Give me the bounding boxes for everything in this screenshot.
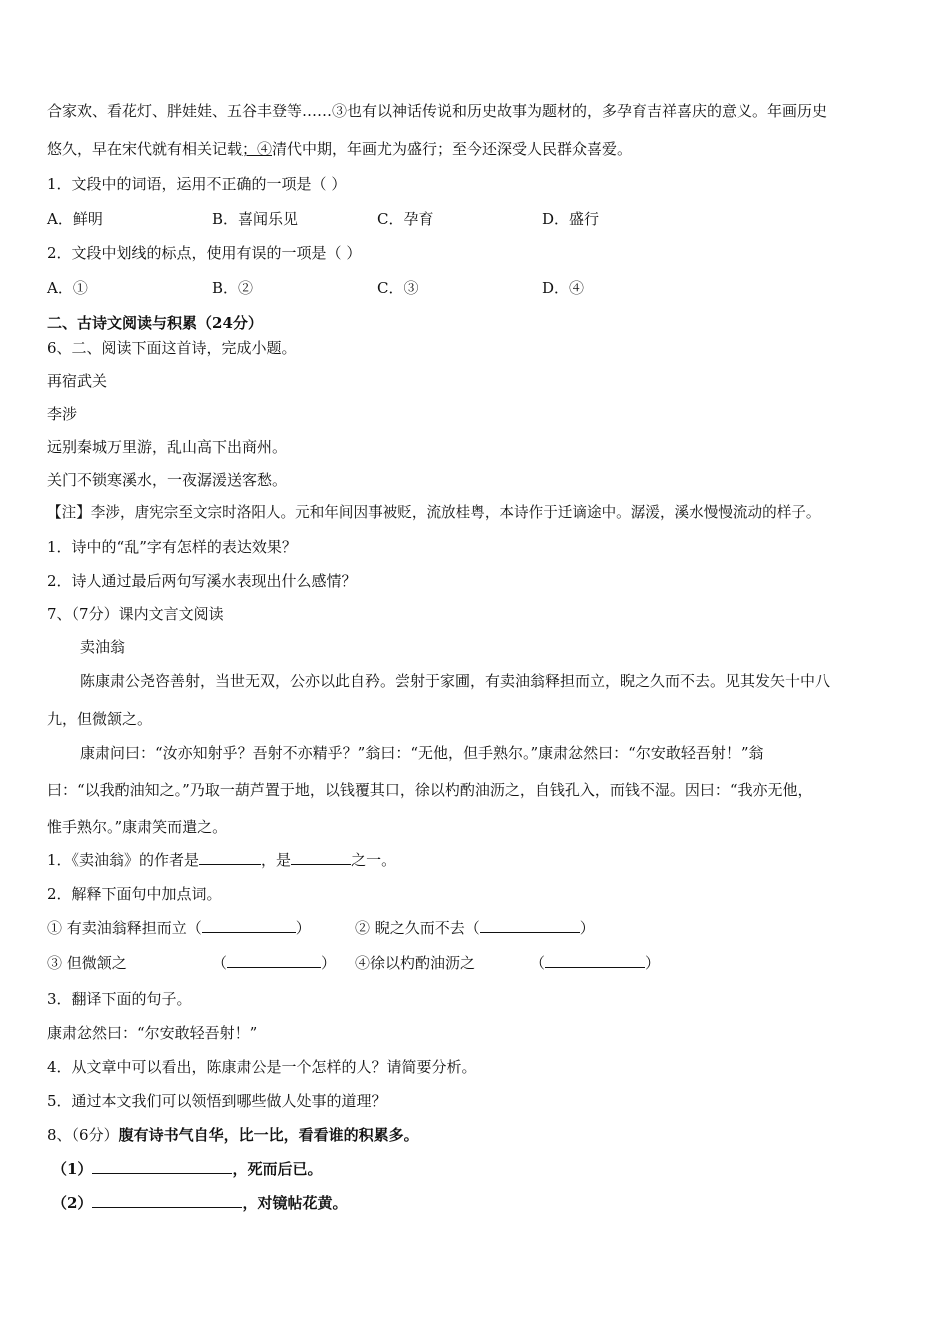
passage-line: 九，但微颔之。 [47,710,153,728]
q7-sub-question-4: 4．从文章中可以看出，陈康肃公是一个怎样的人？请简要分析。 [47,1058,477,1076]
intro-text: 悠久，早在宋代就有相关记载 [47,140,243,158]
passage-line: 康肃问曰：“汝亦知射乎？吾射不亦精乎？”翁曰：“无他，但手熟尔。”康肃忿然曰：“尔安敢轻吾射！”翁 [80,744,764,762]
underlined-punctuation: ；④ [242,140,273,158]
question-2-stem: 2．文段中划线的标点，使用有误的一项是（ ） [47,244,362,262]
answer-blank[interactable] [227,953,321,968]
paren: （ [530,954,546,972]
item-label: （1） [52,1160,93,1178]
q8-item-2 [52,1193,347,1213]
q7-sub-question-2: 2．解释下面句中加点词。 [47,885,222,903]
q1-option-d: D．盛行 [542,210,600,228]
passage-line: 惟手熟尔。”康肃笑而遣之。 [47,818,228,836]
intro-line-1: 合家欢、看花灯、胖娃娃、五谷丰登等……③也有以神话传说和历史故事为题材的，多孕育吉祥喜庆的意义。年画历史 [47,102,828,120]
q7-sub-question-3: 3．翻译下面的句子。 [47,990,192,1008]
q1-option-a: A．鲜明 [47,210,103,228]
q2-option-d: D．④ [542,279,585,297]
item-text: ① 有卖油翁释担而立（ [47,919,202,937]
item-label: （2） [52,1194,93,1212]
answer-blank[interactable] [199,850,261,865]
item-text: ，对镜帖花黄。 [242,1194,348,1212]
q7-sub-question-5: 5．通过本文我们可以领悟到哪些做人处事的道理？ [47,1092,387,1110]
answer-blank[interactable] [92,1159,232,1174]
question-7-intro: 7、（7分）课内文言文阅读 [47,605,224,623]
explain-item-4-answer [530,953,660,973]
question-1-stem: 1．文段中的词语，运用不正确的一项是（ ） [47,175,347,193]
q8-item-1 [52,1159,322,1179]
passage-title: 卖油翁 [80,638,126,656]
item-text: ，死而后已。 [232,1160,323,1178]
paren: ） [321,954,337,972]
translate-sentence: 康肃忿然曰：“尔安敢轻吾射！” [47,1024,258,1042]
answer-blank[interactable] [92,1193,242,1208]
q7-text: 1．《卖油翁》的作者是 [47,851,200,869]
poem-line-1: 远别秦城万里游，乱山高下出商州。 [47,438,288,456]
answer-blank[interactable] [291,850,351,865]
q2-option-a: A．① [47,279,88,297]
poet-name: 李涉 [47,405,78,423]
poem-line-2: 关门不锁寒溪水，一夜潺湲送客愁。 [47,471,288,489]
paren: ） [645,954,661,972]
question-8-stem [47,1125,419,1145]
answer-blank[interactable] [545,953,645,968]
passage-line: 曰：“以我酌油知之。”乃取一葫芦置于地，以钱覆其口，徐以杓酌油沥之，自钱孔入，而钱不湿。因曰：“我亦无他， [47,781,813,799]
passage-line: 陈康肃公尧咨善射，当世无双，公亦以此自矜。尝射于家圃，有卖油翁释担而立，睨之久而不去。见其发矢十中八 [80,672,831,690]
explain-item-3-answer [212,953,336,973]
question-6-intro: 6、二、阅读下面这首诗，完成小题。 [47,339,297,357]
paren: （ [212,954,228,972]
q1-option-c: C．孕育 [377,210,434,228]
q7-text: ，是 [261,851,292,869]
q7-text: 之一。 [351,851,397,869]
intro-text: 清代中期，年画尤为盛行；至今还深受人民群众喜爱。 [272,140,633,158]
item-text: ② 睨之久而不去（ [355,919,480,937]
q8-number: 8、（6分） [47,1126,119,1144]
paren: ） [579,919,595,937]
section-2-heading: 二、古诗文阅读与积累（24分） [47,314,263,332]
poem-title: 再宿武关 [47,372,108,390]
explain-item-3: ③ 但微颔之 [47,954,127,972]
q1-option-b: B．喜闻乐见 [212,210,299,228]
paren: ） [295,919,311,937]
poem-note: 【注】李涉，唐宪宗至文宗时洛阳人。元和年间因事被贬，流放桂粤，本诗作于迁谪途中。潺湲，溪水慢慢流动的样子。 [47,504,821,521]
q2-option-b: B．② [212,279,254,297]
q6-sub-question-1: 1．诗中的“乱”字有怎样的表达效果？ [47,538,297,556]
explain-item-4: ④徐以杓酌油沥之 [355,954,476,972]
answer-blank[interactable] [480,918,580,933]
intro-line-2 [47,139,632,159]
q6-sub-question-2: 2．诗人通过最后两句写溪水表现出什么感情？ [47,572,357,590]
answer-blank[interactable] [202,918,296,933]
q2-option-c: C．③ [377,279,419,297]
explain-item-1 [47,918,311,938]
q8-title: 腹有诗书气自华，比一比，看看谁的积累多。 [118,1126,419,1144]
q7-sub-question-1 [47,850,396,870]
explain-item-2 [355,918,595,938]
